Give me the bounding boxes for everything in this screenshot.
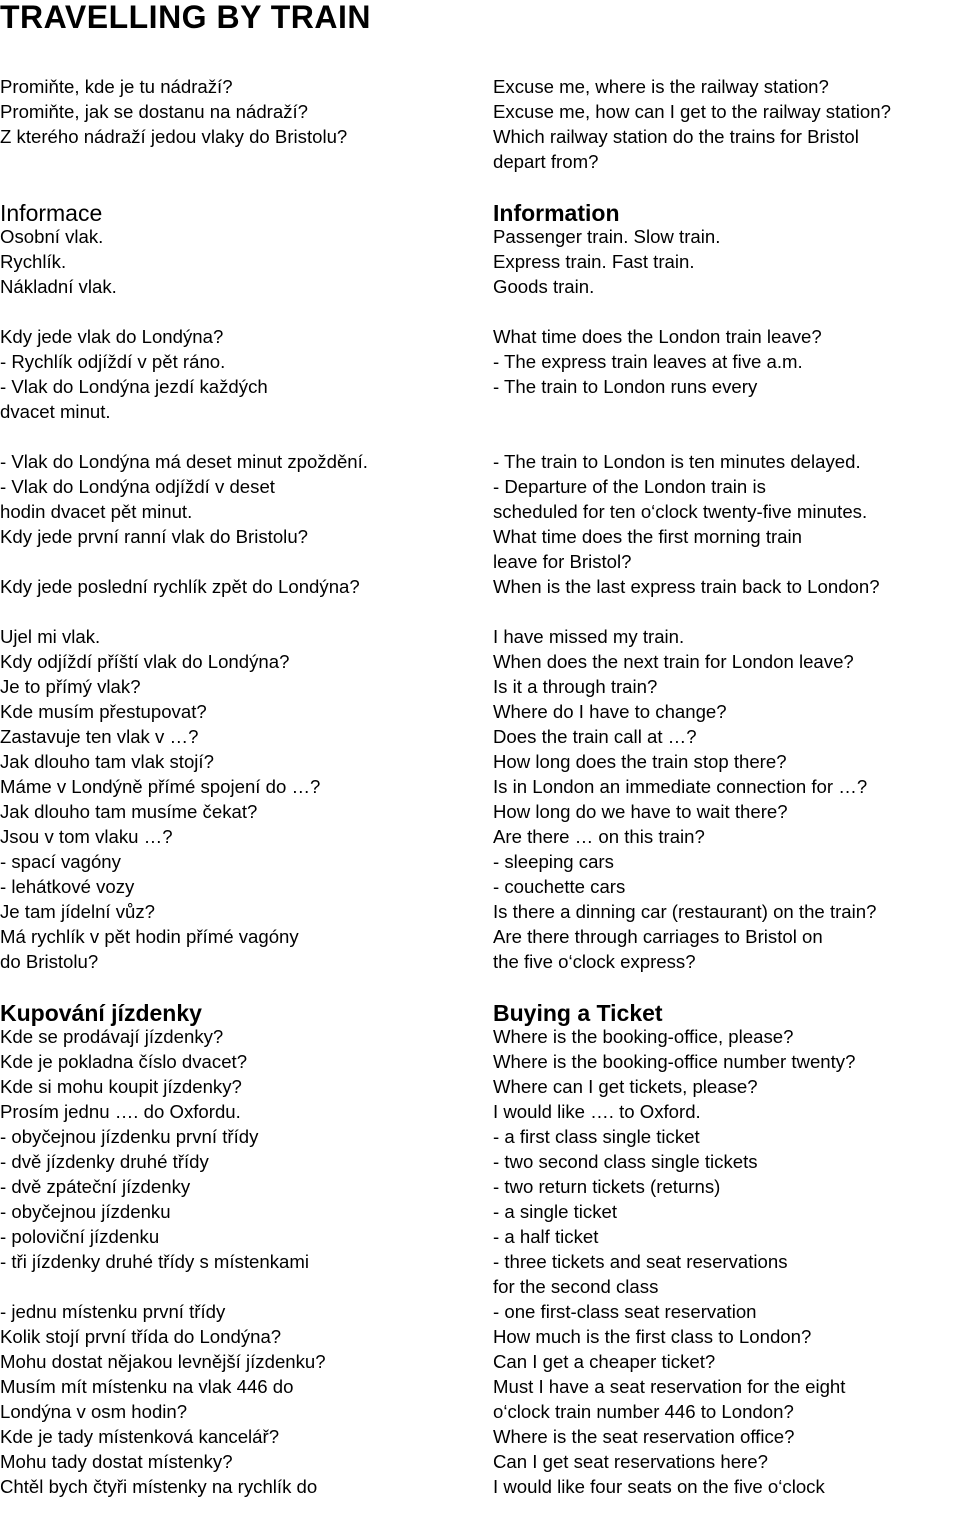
phrase-en: Can I get seat reservations here? (493, 1451, 768, 1472)
phrase-cz: Kde musím přestupovat? (0, 701, 207, 722)
phrase-cz: Kdy jede poslední rychlík zpět do Londýna? (0, 576, 360, 597)
phrase-en: Must I have a seat reservation for the eight (493, 1376, 846, 1397)
phrase-cz: Kde je tady místenková kancelář? (0, 1426, 280, 1447)
spacer (493, 424, 960, 449)
phrase-cz: Londýna v osm hodin? (0, 1401, 188, 1422)
spacer (493, 599, 960, 624)
phrase-en: Which railway station do the trains for Bristol (493, 126, 859, 147)
spacer (493, 299, 960, 324)
phrase-cz: Rychlík. (0, 251, 67, 272)
phrase-en: Passenger train. Slow train. (493, 226, 721, 247)
phrase-cz: Promiňte, jak se dostanu na nádraží? (0, 101, 309, 122)
phrase-en: - The train to London is ten minutes delayed. (493, 451, 861, 472)
phrase-cz: Chtěl bych čtyři místenky na rychlík do (0, 1476, 318, 1497)
phrase-cz: hodin dvacet pět minut. (0, 501, 193, 522)
section-heading-cz: Informace (0, 200, 103, 226)
phrase-en: Is it a through train? (493, 676, 658, 697)
phrase-en: leave for Bristol? (493, 551, 632, 572)
phrase-cz: Musím mít místenku na vlak 446 do (0, 1376, 294, 1397)
phrase-en: What time does the London train leave? (493, 326, 822, 347)
phrase-cz: Kdy jede první ranní vlak do Bristolu? (0, 526, 308, 547)
phrase-cz: - Vlak do Londýna odjíždí v deset (0, 476, 275, 497)
phrase-en: - one first-class seat reservation (493, 1301, 757, 1322)
phrase-en: - sleeping cars (493, 851, 614, 872)
phrase-cz: - Vlak do Londýna má deset minut zpoždění. (0, 451, 368, 472)
spacer (0, 299, 480, 324)
phrase-en: Excuse me, where is the railway station? (493, 76, 829, 97)
phrase-en: I have missed my train. (493, 626, 685, 647)
phrase-cz: - Rychlík odjíždí v pět ráno. (0, 351, 226, 372)
phrase-en: Goods train. (493, 276, 595, 297)
phrase-en: - two return tickets (returns) (493, 1176, 721, 1197)
phrase-cz: - jednu místenku první třídy (0, 1301, 226, 1322)
phrase-cz: Kdy jede vlak do Londýna? (0, 326, 224, 347)
phrase-cz (0, 1274, 480, 1299)
phrase-cz: Mohu tady dostat místenky? (0, 1451, 233, 1472)
section-heading-en: Buying a Ticket (493, 1000, 663, 1026)
phrase-cz: - dvě zpáteční jízdenky (0, 1176, 191, 1197)
spacer (493, 174, 960, 199)
phrase-cz: Jsou v tom vlaku …? (0, 826, 173, 847)
phrase-cz: do Bristolu? (0, 951, 99, 972)
phrase-cz: Kde si mohu koupit jízdenky? (0, 1076, 242, 1097)
phrase-cz: Kde je pokladna číslo dvacet? (0, 1051, 248, 1072)
phrase-en: Does the train call at …? (493, 726, 697, 747)
spacer (0, 424, 480, 449)
phrase-cz: Je to přímý vlak? (0, 676, 141, 697)
phrase-cz: Zastavuje ten vlak v …? (0, 726, 199, 747)
phrase-cz: - tři jízdenky druhé třídy s místenkami (0, 1251, 309, 1272)
section-heading-en: Information (493, 200, 620, 226)
phrase-en: Are there … on this train? (493, 826, 705, 847)
phrase-cz: - spací vagóny (0, 851, 121, 872)
phrase-en: When is the last express train back to London? (493, 576, 880, 597)
phrase-cz: - obyčejnou jízdenku první třídy (0, 1126, 259, 1147)
phrase-cz: Kdy odjíždí příští vlak do Londýna? (0, 651, 290, 672)
phrase-cz: Jak dlouho tam vlak stojí? (0, 751, 214, 772)
phrase-en: How long does the train stop there? (493, 751, 787, 772)
phrase-cz: - poloviční jízdenku (0, 1226, 160, 1247)
phrase-cz: Má rychlík v pět hodin přímé vagóny (0, 926, 299, 947)
phrase-en: Is there a dinning car (restaurant) on the train? (493, 901, 877, 922)
section-heading-cz: Kupování jízdenky (0, 1000, 202, 1026)
phrase-cz: Ujel mi vlak. (0, 626, 101, 647)
phrase-en: - couchette cars (493, 876, 626, 897)
phrase-en: How long do we have to wait there? (493, 801, 788, 822)
phrase-en: o‘clock train number 446 to London? (493, 1401, 794, 1422)
phrase-en: Where is the seat reservation office? (493, 1426, 795, 1447)
phrase-en: Where can I get tickets, please? (493, 1076, 758, 1097)
spacer (0, 174, 480, 199)
phrase-cz: Jak dlouho tam musíme čekat? (0, 801, 258, 822)
phrase-cz: - obyčejnou jízdenku (0, 1201, 171, 1222)
phrase-en: When does the next train for London leave? (493, 651, 854, 672)
phrase-cz: Mohu dostat nějakou levnější jízdenku? (0, 1351, 326, 1372)
phrase-en: How much is the first class to London? (493, 1326, 812, 1347)
phrase-en: - a first class single ticket (493, 1126, 700, 1147)
english-column (493, 74, 960, 1499)
phrase-en: scheduled for ten o‘clock twenty-five minutes. (493, 501, 868, 522)
phrase-cz: - lehátkové vozy (0, 876, 135, 897)
phrase-cz: Kde se prodávají jízdenky? (0, 1026, 224, 1047)
phrase-en: Can I get a cheaper ticket? (493, 1351, 716, 1372)
phrase-en: - two second class single tickets (493, 1151, 758, 1172)
phrase-cz: Promiňte, kde je tu nádraží? (0, 76, 233, 97)
phrase-cz: - Vlak do Londýna jezdí každých (0, 376, 268, 397)
phrase-en: What time does the first morning train (493, 526, 802, 547)
phrase-en: - Departure of the London train is (493, 476, 766, 497)
phrase-en: - three tickets and seat reservations (493, 1251, 788, 1272)
phrase-en: Is in London an immediate connection for …? (493, 776, 868, 797)
phrase-cz (0, 549, 480, 574)
phrase-en: Are there through carriages to Bristol on (493, 926, 823, 947)
phrase-en: Excuse me, how can I get to the railway station? (493, 101, 891, 122)
spacer (0, 599, 480, 624)
phrase-en: Where do I have to change? (493, 701, 727, 722)
phrase-en (493, 399, 960, 424)
spacer (493, 974, 960, 999)
phrase-cz (0, 149, 480, 174)
phrase-en: - a half ticket (493, 1226, 599, 1247)
page-title: TRAVELLING BY TRAIN (0, 0, 371, 35)
phrase-en: - The train to London runs every (493, 376, 758, 397)
phrase-cz: Kolik stojí první třída do Londýna? (0, 1326, 282, 1347)
phrase-cz: dvacet minut. (0, 401, 111, 422)
phrase-cz: Máme v Londýně přímé spojení do …? (0, 776, 321, 797)
phrase-cz: Osobní vlak. (0, 226, 104, 247)
phrase-en: for the second class (493, 1276, 659, 1297)
phrase-cz: Je tam jídelní vůz? (0, 901, 156, 922)
spacer (0, 974, 480, 999)
phrase-en: I would like …. to Oxford. (493, 1101, 701, 1122)
phrase-en: Express train. Fast train. (493, 251, 695, 272)
phrase-cz: Z kterého nádraží jedou vlaky do Bristolu? (0, 126, 348, 147)
phrase-cz: Nákladní vlak. (0, 276, 117, 297)
phrase-en: - The express train leaves at five a.m. (493, 351, 803, 372)
phrase-en: Where is the booking-office, please? (493, 1026, 794, 1047)
phrase-cz: - dvě jízdenky druhé třídy (0, 1151, 209, 1172)
phrase-en: Where is the booking-office number twenty? (493, 1051, 856, 1072)
phrase-en: - a single ticket (493, 1201, 618, 1222)
phrase-en: the five o‘clock express? (493, 951, 696, 972)
phrase-en: I would like four seats on the five o‘clock (493, 1476, 825, 1497)
czech-column (0, 74, 480, 1499)
phrase-en: depart from? (493, 151, 599, 172)
phrase-cz: Prosím jednu …. do Oxfordu. (0, 1101, 241, 1122)
